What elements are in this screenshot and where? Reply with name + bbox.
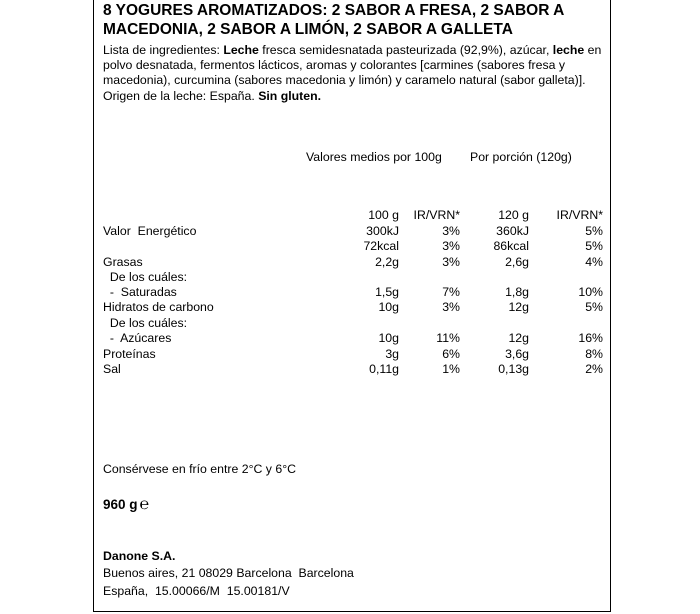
value-per-100g: 1,5g <box>375 285 399 299</box>
ingredient-milk-powder-bold: leche <box>552 43 585 57</box>
nutrition-row <box>103 224 603 239</box>
value-per-portion: 2,6g <box>505 255 529 269</box>
ri-per-portion: 5% <box>585 224 603 238</box>
nutrition-row <box>103 270 603 285</box>
value-per-portion: 86kcal <box>493 239 529 253</box>
nutrient-label: De los cuáles: <box>103 316 188 330</box>
value-per-portion: 360kJ <box>496 224 529 238</box>
nutrient-label: - Azúcares <box>103 331 172 345</box>
nutrition-row <box>103 316 603 331</box>
header-per-100g: Valores medios por 100g <box>306 150 442 164</box>
col-header-100g: 100 g <box>368 208 399 222</box>
value-per-100g: 2,2g <box>375 255 399 269</box>
nutrition-row <box>103 331 603 346</box>
estimated-sign-icon: ℮ <box>139 495 150 513</box>
ri-per-portion: 16% <box>578 331 603 345</box>
value-per-portion: 12g <box>508 331 529 345</box>
nutrition-row <box>103 300 603 315</box>
nutrition-row <box>103 285 603 300</box>
ri-per-portion: 5% <box>585 300 603 314</box>
nutrient-label: Valor Energético <box>103 224 197 238</box>
nutrient-label: Proteínas <box>103 347 156 361</box>
ri-per-portion: 4% <box>585 255 603 269</box>
ri-per-100g: 3% <box>442 224 460 238</box>
value-per-100g: 0,11g <box>369 362 399 376</box>
product-title: 8 YOGURES AROMATIZADOS: 2 SABOR A FRESA, 2 SABOR A MACEDONIA, 2 SABOR A LIMÓN, 2 SABOR A GALLETA <box>103 2 564 38</box>
storage-instructions: Consérvese en frío entre 2°C y 6°C <box>103 462 297 476</box>
ingredients-text-2: en polvo desnatada, fermentos lácticos, aromas y colorantes [carmines (sabores fresa y macedonia), curcumina (sabores macedonia y limón) y caramelo natural (sabor galleta)]. Origen de la leche: España. <box>103 43 602 103</box>
value-per-portion: 12g <box>508 300 529 314</box>
value-per-100g: 10g <box>378 300 399 314</box>
col-header-ir-120g: IR/VRN* <box>556 208 603 222</box>
nutrition-row <box>103 347 603 362</box>
nutrient-label: Grasas <box>103 255 143 269</box>
ingredients-list <box>103 43 608 104</box>
nutrient-label: Hidratos de carbono <box>103 300 214 314</box>
value-per-100g: 3g <box>385 347 399 361</box>
nutrition-row <box>103 255 603 270</box>
ri-per-portion: 5% <box>585 239 603 253</box>
value-per-portion: 0,13g <box>498 362 529 376</box>
company-registry: España, 15.00066/M 15.00181/V <box>103 584 290 598</box>
nutrient-label: De los cuáles: <box>103 270 188 284</box>
value-per-portion: 3,6g <box>505 347 529 361</box>
ingredients-text-1: fresca semidesnatada pasteurizada (92,9%), azúcar, <box>258 43 553 57</box>
ri-per-100g: 3% <box>442 255 460 269</box>
net-weight <box>103 497 149 512</box>
col-header-120g: 120 g <box>498 208 529 222</box>
ri-per-portion: 10% <box>578 285 603 299</box>
net-weight-value: 960 g <box>103 497 138 512</box>
value-per-100g: 300kJ <box>366 224 399 238</box>
value-per-portion: 1,8g <box>505 285 529 299</box>
value-per-100g: 10g <box>378 331 399 345</box>
ingredients-label: Lista de ingredientes: <box>103 43 220 57</box>
nutrition-column-headers <box>103 208 603 223</box>
nutrient-label: Sal <box>103 362 121 376</box>
ri-per-portion: 2% <box>585 362 603 376</box>
col-header-ir-100g: IR/VRN* <box>413 208 460 222</box>
nutrient-label: - Saturadas <box>103 285 177 299</box>
header-per-portion: Por porción (120g) <box>470 150 572 164</box>
value-per-100g: 72kcal <box>363 239 399 253</box>
ri-per-100g: 3% <box>442 239 460 253</box>
company-address: Buenos aires, 21 08029 Barcelona Barcelona <box>103 566 354 580</box>
nutrition-row <box>103 239 603 254</box>
ri-per-100g: 1% <box>442 362 460 376</box>
ri-per-100g: 11% <box>436 331 460 345</box>
company-name: Danone S.A. <box>103 549 176 563</box>
ri-per-100g: 6% <box>442 347 460 361</box>
ri-per-100g: 3% <box>442 300 460 314</box>
gluten-free-note: Sin gluten. <box>258 88 322 103</box>
ri-per-100g: 7% <box>442 285 460 299</box>
ingredient-milk-bold: Leche <box>223 43 259 57</box>
nutrition-row <box>103 362 603 377</box>
ri-per-portion: 8% <box>585 347 603 361</box>
